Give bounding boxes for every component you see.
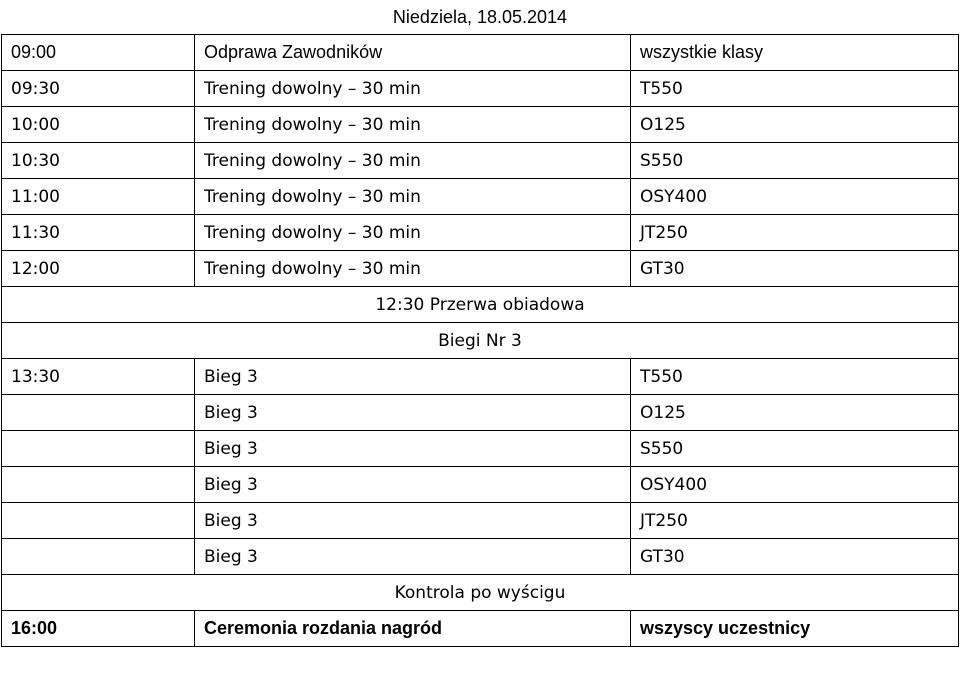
class-cell: JT250 (631, 215, 959, 251)
class-cell: O125 (631, 395, 959, 431)
event-cell: Trening dowolny – 30 min (195, 179, 631, 215)
lunch-break-cell: 12:30 Przerwa obiadowa (2, 287, 959, 323)
table-row-races-heading (2, 323, 959, 359)
table-row (2, 539, 959, 575)
table-row (2, 215, 959, 251)
event-cell: Bieg 3 (195, 431, 631, 467)
table-row (2, 251, 959, 287)
table-row (2, 107, 959, 143)
post-race-check-cell: Kontrola po wyścigu (2, 575, 959, 611)
class-cell: JT250 (631, 503, 959, 539)
time-cell: 11:00 (2, 179, 195, 215)
class-cell: GT30 (631, 539, 959, 575)
table-row (2, 359, 959, 395)
table-row-lunch (2, 287, 959, 323)
class-cell: OSY400 (631, 179, 959, 215)
schedule-table (1, 34, 959, 647)
table-row (2, 143, 959, 179)
event-cell: Trening dowolny – 30 min (195, 71, 631, 107)
event-cell: Bieg 3 (195, 467, 631, 503)
table-row (2, 71, 959, 107)
page-title: Niedziela, 18.05.2014 (392, 7, 568, 27)
time-cell: 13:30 (2, 359, 195, 395)
time-cell: 10:00 (2, 107, 195, 143)
time-cell (2, 539, 195, 575)
table-row (2, 179, 959, 215)
event-cell: Bieg 3 (195, 503, 631, 539)
time-cell: 09:30 (2, 71, 195, 107)
table-row-ceremony (2, 611, 959, 647)
time-cell: 12:00 (2, 251, 195, 287)
table-row (2, 431, 959, 467)
event-cell: Trening dowolny – 30 min (195, 251, 631, 287)
time-cell (2, 503, 195, 539)
event-cell: Ceremonia rozdania nagród (195, 611, 631, 647)
event-cell: Bieg 3 (195, 539, 631, 575)
class-cell: T550 (631, 359, 959, 395)
table-row (2, 503, 959, 539)
class-cell: OSY400 (631, 467, 959, 503)
time-cell: 10:30 (2, 143, 195, 179)
class-cell: wszyscy uczestnicy (631, 611, 959, 647)
time-cell: 16:00 (2, 611, 195, 647)
event-cell: Bieg 3 (195, 359, 631, 395)
event-cell: Odprawa Zawodników (195, 35, 631, 71)
time-cell (2, 431, 195, 467)
time-cell: 11:30 (2, 215, 195, 251)
table-row (2, 395, 959, 431)
races-heading-cell: Biegi Nr 3 (2, 323, 959, 359)
event-cell: Trening dowolny – 30 min (195, 215, 631, 251)
class-cell: O125 (631, 107, 959, 143)
class-cell: T550 (631, 71, 959, 107)
class-cell: wszystkie klasy (631, 35, 959, 71)
class-cell: GT30 (631, 251, 959, 287)
class-cell: S550 (631, 143, 959, 179)
time-cell (2, 395, 195, 431)
table-row-briefing (2, 35, 959, 71)
event-cell: Bieg 3 (195, 395, 631, 431)
time-cell (2, 467, 195, 503)
event-cell: Trening dowolny – 30 min (195, 143, 631, 179)
time-cell: 09:00 (2, 35, 195, 71)
table-row (2, 467, 959, 503)
event-cell: Trening dowolny – 30 min (195, 107, 631, 143)
class-cell: S550 (631, 431, 959, 467)
table-row-post-race-check (2, 575, 959, 611)
